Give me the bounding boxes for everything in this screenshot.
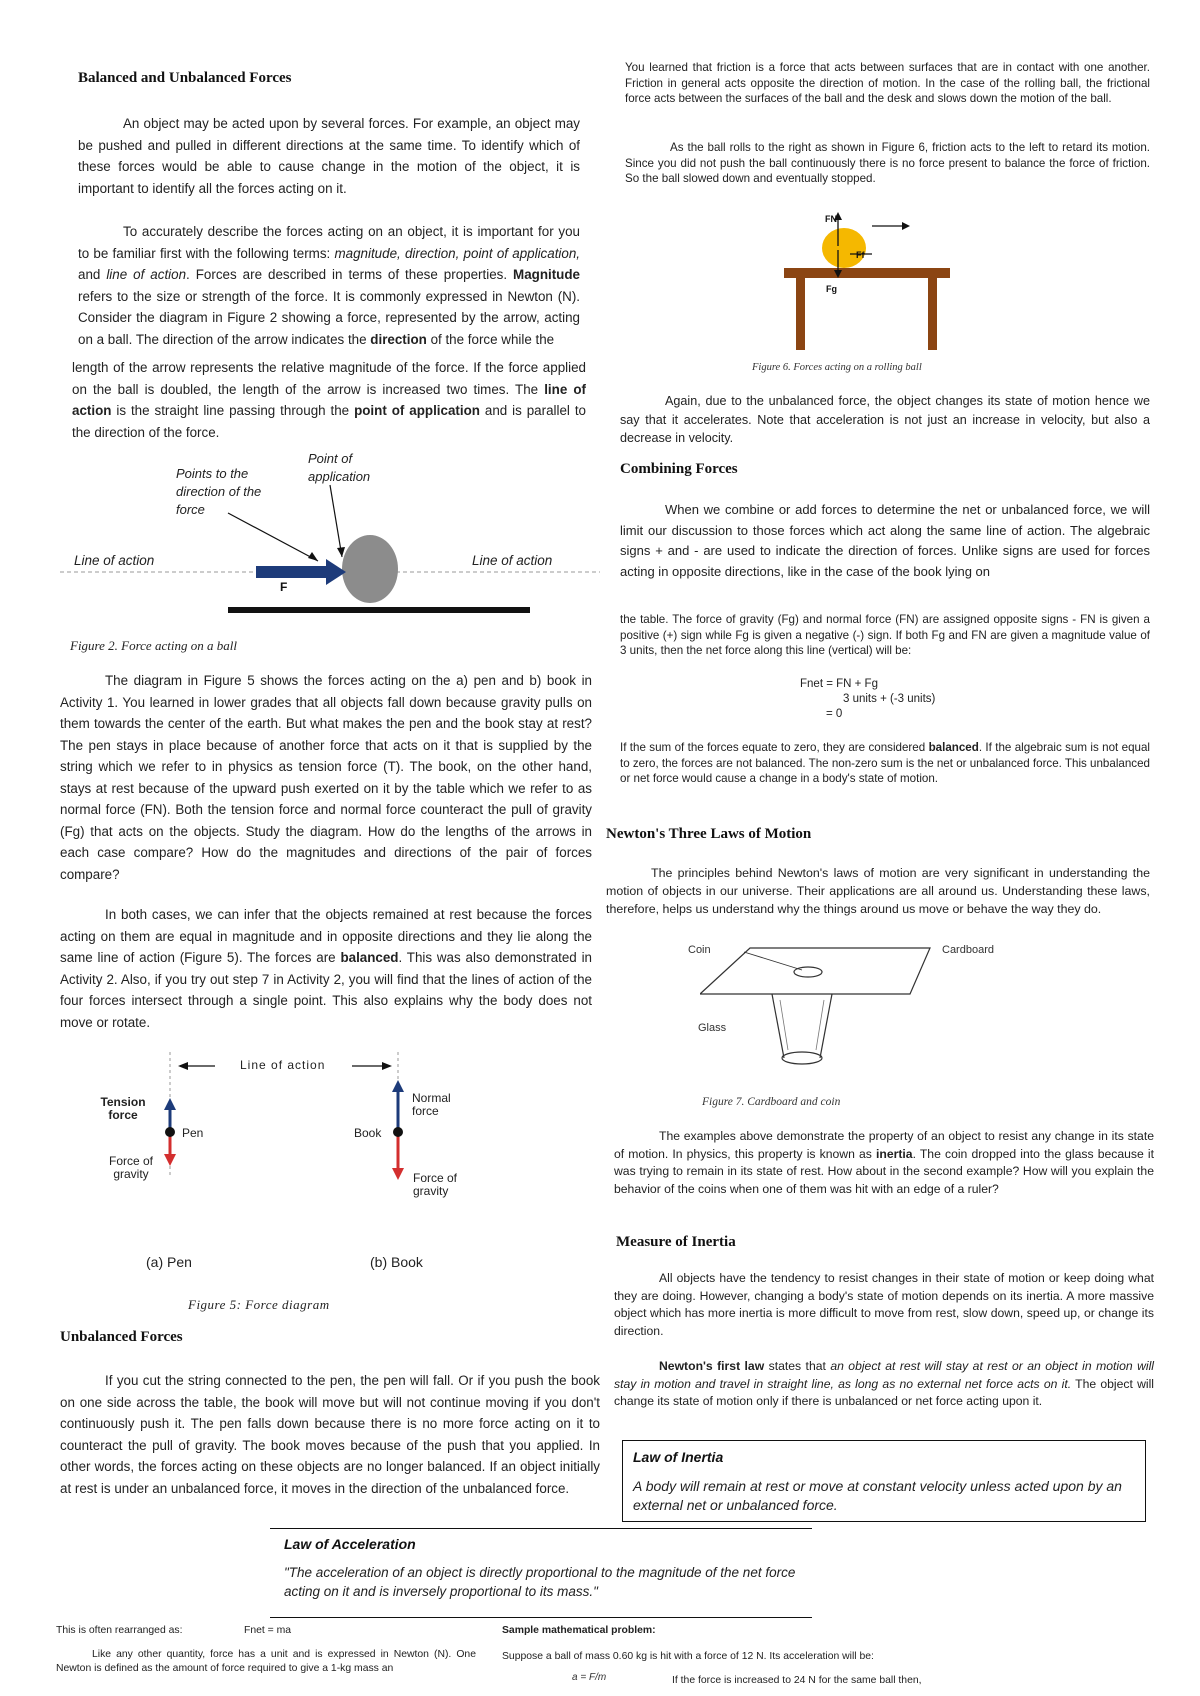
heading-newton-laws: Newton's Three Laws of Motion [606,826,812,842]
para-combining: When we combine or add forces to determine the net or unbalanced force, we will limit our discussion to those forces which act along the same line of action. The algebraic signs + and - are used to indicate the direction of forces. Unlike signs are used for forces acting in opposite directions, like in the case of the book lying on [620,502,1150,579]
fig5-book-label: Book [354,1126,382,1140]
para-sum-forces: If the sum of the forces equate to zero, they are considered balanced. If the algebraic sum is not equal to zero, the forces are not balanced. The non-zero sum is the net or unbalanced force. This unbalanced or net force would cause a change in a body's state of motion. [620,741,1151,786]
figure-2-caption: Figure 2. Force acting on a ball [70,638,237,653]
sample-problem-title: Sample mathematical problem: [502,1625,656,1636]
para-line-of-action: length of the arrow represents the relative magnitude of the force. If the force applied on the ball is doubled, the length of the arrow is increased two times. The line of action is the straight line passing through the point of application and is parallel to the direction of the force. [72,360,586,440]
para-balanced: In both cases, we can infer that the objects remained at rest because the forces acting on them are equal in magnitude and in opposite directions and they lie along the same line of action (Figure 5). The forces are balanced. This was also demonstrated in Activity 2. Also, if you try out step 7 in Activity 2, you will find that the lines of action of the four forces intersect through a single point. This also explains why the body does not move or rotate. [60,907,592,1030]
para-newton-principles: The principles behind Newton's laws of motion are very significant in understanding the motion of objects in our universe. Their applications are all around us. Understanding these laws, therefore, helps us understand why the things around us move or behave the way they do. [606,866,1150,916]
fig6-fg-label: Fg [826,284,837,294]
fig5-pen-label: Pen [182,1126,204,1140]
rearranged-text: This is often rearranged as: [56,1625,183,1636]
law-of-inertia-title: Law of Inertia [633,1449,724,1465]
figure-6-caption: Figure 6. Forces acting on a rolling ball [752,362,922,373]
force-arrow-body [256,566,326,578]
formula-fnet: Fnet = ma [244,1625,292,1636]
ball [342,535,398,603]
para-unit-newton: Like any other quantity, force has a unit and is expressed in Newton (N). One Newton is defined as the amount of force required to give a 1-kg mass an [56,1649,476,1674]
law-of-inertia-box [622,1440,1146,1522]
para-forces-intro: An object may be acted upon by several forces. For example, an object may be pushed and pulled in different directions at the same time. To identify which of these forces would be able to cause change in the motion of the object, it is important to identify all the forces acting on it. [78,116,580,196]
label-points-direction: Points to the direction of the force [176,466,262,517]
equation-units: 3 units + (-3 units) [843,693,936,705]
figure-6-rolling-ball [780,210,960,360]
para-friction: You learned that friction is a force that acts between surfaces that are in contact with one another. Friction in general acts opposite the direction of motion. In the case of the rolling ball, the frictional force acts between the surfaces of the ball and the desk and slows down the motion of the ball. [625,61,1150,106]
fig5-gravity-left: Force of gravity [108,1154,153,1181]
fig5-normal-force: Normal force [412,1091,451,1118]
pointer-direction [228,513,318,561]
pointer-application [330,485,342,557]
heading-combining-forces: Combining Forces [620,461,738,477]
fig6-fn-label: FN [825,214,837,224]
fig5-sub-b: (b) Book [370,1254,423,1270]
equation-net-force: Fnet = FN + Fg [800,678,878,690]
heading-unbalanced-forces: Unbalanced Forces [60,1329,183,1345]
sample-problem-text: Suppose a ball of mass 0.60 kg is hit with a force of 12 N. Its acceleration will be: [502,1651,874,1662]
sample-acceleration-formula: a = F/m [572,1672,607,1683]
fig7-coin-label: Coin [688,944,711,956]
para-force-terms: To accurately describe the forces acting on an object, it is important for you to be familiar first with the following terms: magnitude, direction, point of application, and line of action. Forces are described in terms of these properties. Magnitude refers to the size or strength of the force. It is commonly expressed in Newton (N). Consider the diagram in Figure 2 showing a force, represented by the arrow, acting on a ball. The direction of the arrow indicates the direction of the force while the [78,224,581,347]
para-table-forces: the table. The force of gravity (Fg) and normal force (FN) are assigned opposite signs - FN is given a positive (+) sign while Fg is given a negative (-) sign. If both Fg and FN are given a magnitude value of 3 units, then the net force along this line (vertical) will be: [620,613,1150,658]
figure-7-caption: Figure 7. Cardboard and coin [702,1096,841,1108]
heading-measure-inertia: Measure of Inertia [616,1234,736,1250]
fig7-glass-label: Glass [698,1022,727,1034]
figure-7-cardboard-coin [700,940,940,1070]
para-first-law: Newton's first law states that an object at rest will stay at rest or an object in motion will stay in motion and travel in straight line, as long as no external net force acts on it. The object will change its state of motion only if there is unbalanced or net force acting upon it. [614,1359,1154,1408]
law-of-inertia-text: A body will remain at rest or move at constant velocity unless acted upon by an external net or unbalanced force. [633,1478,1122,1513]
para-force-diagram: The diagram in Figure 5 shows the forces acting on the a) pen and b) book in Activity 1. You learned in lower grades that all objects fall down because gravity pulls on them towards the center of the earth. But what makes the pen and the book stay at rest? The pen stays in place because of another force that acts on it that is supplied by the string which we refer to in physics as tension force (T). The book, on the other hand, stays at rest because of the upward push exerted on it by the table which we refer to as normal force (FN). Both the tension force and normal force counteract the pull of gravity (Fg) that acts on the objects. Study the diagram. How do the lengths of the arrows in each case compare? How do the magnitudes and directions of the pair of forces compare? [60,673,592,882]
law-of-acceleration-box [270,1528,812,1618]
para-unbalanced: If you cut the string connected to the pen, the pen will fall. Or if you push the book on one side across the table, the book will move but will not continue moving if you don't continuously push it. The pen falls down because there is no more force acting on it to counteract the pull of gravity. The book moves because of the push that you applied. In other words, the forces acting on these objects are no longer balanced. If an object initially at rest is under an unbalanced force, it moves in the direction of the unbalanced force. [60,1373,600,1496]
figure-5-caption: Figure 5: Force diagram [188,1297,330,1312]
fig7-cardboard-label: Cardboard [942,944,994,956]
law-of-acceleration-title: Law of Acceleration [284,1536,416,1552]
fig5-gravity-right: Force of gravity [413,1171,458,1198]
label-line-of-action-right: Line of action [472,553,553,568]
if-force-increased: If the force is increased to 24 N for the same ball then, [672,1675,922,1686]
fig5-line-of-action: Line of action [240,1058,326,1072]
para-inertia-examples: The examples above demonstrate the property of an object to resist any change in its state of motion. In physics, this property is known as inertia. The coin dropped into the glass because it was trying to remain in its state of rest. How about in the second example? How will you explain the behavior of the coins when one of them was hit with an edge of a ruler? [614,1129,1154,1196]
fig5-sub-a: (a) Pen [146,1254,192,1270]
fig6-ff-label: Ff [856,250,865,260]
ground-line [228,607,530,613]
label-point-of-application: Point of application [308,451,371,484]
equation-zero: = 0 [826,708,843,720]
law-of-acceleration-text: "The acceleration of an object is directly proportional to the magnitude of the net force acting on it and is inversely proportional to its mass." [284,1565,796,1599]
para-measure-inertia: All objects have the tendency to resist changes in their state of motion or keep doing what they are doing. However, changing a body's state of motion depends on its inertia. A more massive object which has more inertia is more difficult to move from rest, slow down, speed up, or change its direction. [614,1271,1154,1338]
fig5-tension-force: Tension force [100,1095,146,1122]
label-line-of-action-left: Line of action [74,553,155,568]
para-accelerates: Again, due to the unbalanced force, the object changes its state of motion hence we say that it accelerates. Note that acceleration is not just an increase in velocity, but also a decrease in velocity. [620,394,1150,445]
para-ball-rolls: As the ball rolls to the right as shown in Figure 6, friction acts to the left to retard its motion. Since you did not push the ball continuously there is no force present to balance the force of friction. So the ball slowed down and eventually stopped. [625,141,1150,186]
heading-balanced-unbalanced: Balanced and Unbalanced Forces [78,70,292,86]
label-force-f: F [280,580,288,594]
